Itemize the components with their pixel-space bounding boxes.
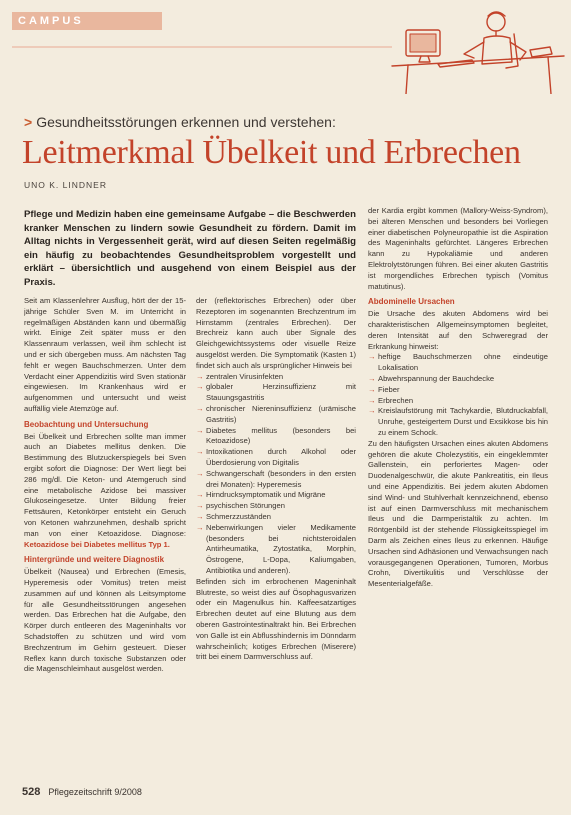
col1-heading-2: Hintergründe und weitere Diagnostik <box>24 555 165 565</box>
col2-outro: Befinden sich im erbrochenen Mageninhalt Blutreste, so weist dies auf Ösophagusvarizen oder ein Magenulkus hin. Kaffeesatzartiges Erbrechen deutet auf eine Blutung aus dem oberen Gastrointestinaltrakt hin. Bei Erbrechen von Galle ist ein Abflusshindernis im Dünndarm wahrscheinlich; kotiges Erbrechen (Miserere) tritt bei einem Darmverschluss auf. <box>196 576 356 662</box>
computer-user-illustration <box>388 4 568 94</box>
list-item: → globaler Herzinsuffizienz mit Stauungsgastritis <box>196 382 356 404</box>
page-footer <box>22 786 142 798</box>
page-number: 528 <box>22 786 41 798</box>
list-item: → Intoxikationen durch Alkohol oder Überdosierung von Digitalis <box>196 447 356 469</box>
article-kicker <box>24 114 336 130</box>
kicker-text: Gesundheitsstörungen erkennen und verstehen: <box>36 114 336 130</box>
col3-symptom-list <box>368 352 548 438</box>
col3-paragraph-2: Zu den häufigsten Ursachen eines akuten Abdomens gehören die akute Cholezystitis, ein eingeklemmter Gallenstein, ein perforiertes Magen- oder Duodenalgeschwür, die akute Pankreatitis, ein Ileus und eine Appendizitis. Bei jedem akuten Abdomen sind Wind- und Stuhlverhalt kennzeichnend, ebenso ist auf einen Darmverschluss mit mechanischem Ileus und die Darmperistaltik zu achten. Im Röntgenbild ist der stehende Flüssigkeitsspiegel im Darm als Zeichen eines Ileus zu erkennen. Häufige Ursachen sind Adhäsionen und Verwachsungen nach vorausgegangenen Operationen, Tumoren, Morbus Crohn, Divertikulitis und Verschlüsse der Mesenterialgefäße. <box>368 438 548 589</box>
col3-intro: der Kardia ergibt kommen (Mallory-Weiss-Syndrom), bei älteren Menschen und besonders bei Vorliegen einer diabetischen Polyneuropathie ist die Aspiration des Mageninhalts gefürchtet. Längeres Erbrechen kann zu Hypokaliämie und anderen Elektrolytstörungen führen. Bei einer akuten Gastritis ist morgendliches Erbrechen typisch (Vomitus matutinus). <box>368 206 548 291</box>
list-item: → Nebenwirkungen vieler Medikamente (besonders bei nichtsteroidalen Antirheumatika, Zytostatika, Morphin, Östrogene, L-Dopa, Kaliumgaben, Antibiotika und anderen). <box>196 523 356 577</box>
header-rule <box>12 46 392 48</box>
col2-intro: der (reflektorisches Erbrechen) oder über Rezeptoren im sogenannten Brechzentrum im Hirnstamm (zentrales Erbrechen). Der Brechreiz kann auch über Signale des Gleichgewichtssystems oder visuelle Reize ausgelöst werden. Die Symptomatik (Kasten 1) findet sich auch als ursprünglicher Hinweis bei <box>196 296 356 370</box>
col1-intro: Seit am Klassenlehrer Ausflug, hört der der 15-jährige Schüler Sven M. im Unterricht in regelmäßigen Abständen kann und übermäßig wirkt. Einige Zeit später muss er den Klassenraum verlassen, weil ihm schlecht ist und er sich übergeben muss. Am nächsten Tag fehlt er wegen Bauchschmerzen. Unter dem Verdacht einer Appendizitis wird Sven stationär eingewiesen. Im Krankenhaus wird er aufgenommen und untersucht und weist auffällig viele Atemzüge auf. <box>24 296 186 413</box>
list-item: → chronischer Niereninsuffizienz (urämische Gastritis) <box>196 404 356 426</box>
list-item: → Abwehrspannung der Bauchdecke <box>368 374 548 385</box>
col3-paragraph-1: Die Ursache des akuten Abdomens wird bei charakteristischen Allgemeinsymptomen begleitet, deren Intensität auf den Schweregrad der Erkrankung hinweist: <box>368 309 548 351</box>
list-item: → Kreislaufstörung mit Tachykardie, Blutdruckabfall, Unruhe, gesteigertem Durst und Exsikkose bis hin zu einem Schock. <box>368 406 548 438</box>
col1-heading-1: Beobachtung und Untersuchung <box>24 419 149 429</box>
list-item: → Schmerzzuständen <box>196 512 356 523</box>
column-1 <box>24 296 186 780</box>
list-item: → zentralen Virusinfekten <box>196 372 356 383</box>
list-item: → psychischen Störungen <box>196 501 356 512</box>
col2-cause-list <box>196 372 356 577</box>
section-label: CAMPUS <box>12 12 162 30</box>
col1-diagnosis: Ketoazidose bei Diabetes mellitus Typ 1. <box>24 539 170 549</box>
list-item: → Schwangerschaft (besonders in den ersten drei Monaten): Hyperemesis <box>196 469 356 491</box>
col3-heading-1: Abdominelle Ursachen <box>368 297 455 307</box>
list-item: → Diabetes mellitus (besonders bei Ketoazidose) <box>196 426 356 448</box>
kicker-arrow-icon: > <box>24 114 33 130</box>
list-item: → Hirndrucksymptomatik und Migräne <box>196 490 356 501</box>
article-title: Leitmerkmal Übelkeit und Erbrechen <box>22 134 521 171</box>
column-2 <box>196 296 356 780</box>
column-3 <box>368 206 548 780</box>
header-bar <box>0 0 571 98</box>
list-item: → heftige Bauchschmerzen ohne eindeutige Lokalisation <box>368 352 548 374</box>
col1-paragraph-2: Übelkeit (Nausea) und Erbrechen (Emesis, Hyperemesis oder Vomitus) treten meist zusammen auf und können als Leitsymptome für alle Gesundheitsstörungen angesehen werden. Das Erbrechen hat die Aufgabe, den Körper durch entleeren des Mageninhalts vor Schadstoffen zu schützen und wird vom Brechzentrum im Gehirn gesteuert. Dieser Reflex kann durch toxische Substanzen oder die Magenschleimhaut ausgelöst werden. <box>24 567 186 674</box>
journal-name: Pflegezeitschrift 9/2008 <box>48 787 142 797</box>
article-lead: Pflege und Medizin haben eine gemeinsame Aufgabe – die Beschwerden kranker Menschen zu lindern sowie Gesundheit zu fördern. Damit im Alltag nichts in Vergessenheit gerät, wird auf diesen Seiten regelmäßig ein häufig zu beobachtendes Gesundheitsproblem vorgestellt und erklärt – übersichtlich und ausgehend von einem Beispiel aus der Praxis. <box>24 209 356 288</box>
list-item: → Erbrechen <box>368 396 548 407</box>
article-author: UNO K. LINDNER <box>24 180 107 190</box>
col1-paragraph-1 <box>24 432 186 551</box>
list-item: → Fieber <box>368 385 548 396</box>
col1-paragraph-1-text: Bei Übelkeit und Erbrechen sollte man immer auch an Diabetes mellitus denken. Die Bestimmung des Blutzuckerspiegels bei Sven ergibt sofort die Diagnose: Der Wert liegt bei 286 mg/dl. Die Keton- und Atemgeruch sind eine metabolische Azidose bei massiver Glukoseingesetze. Unter Bildung freier Fettsäuren, Ketonkörper entsteht ein Geruch von Ketonen wahrzunehmen, deshalb spricht man von einer Ketoazidose. Diagnose: <box>24 431 186 538</box>
